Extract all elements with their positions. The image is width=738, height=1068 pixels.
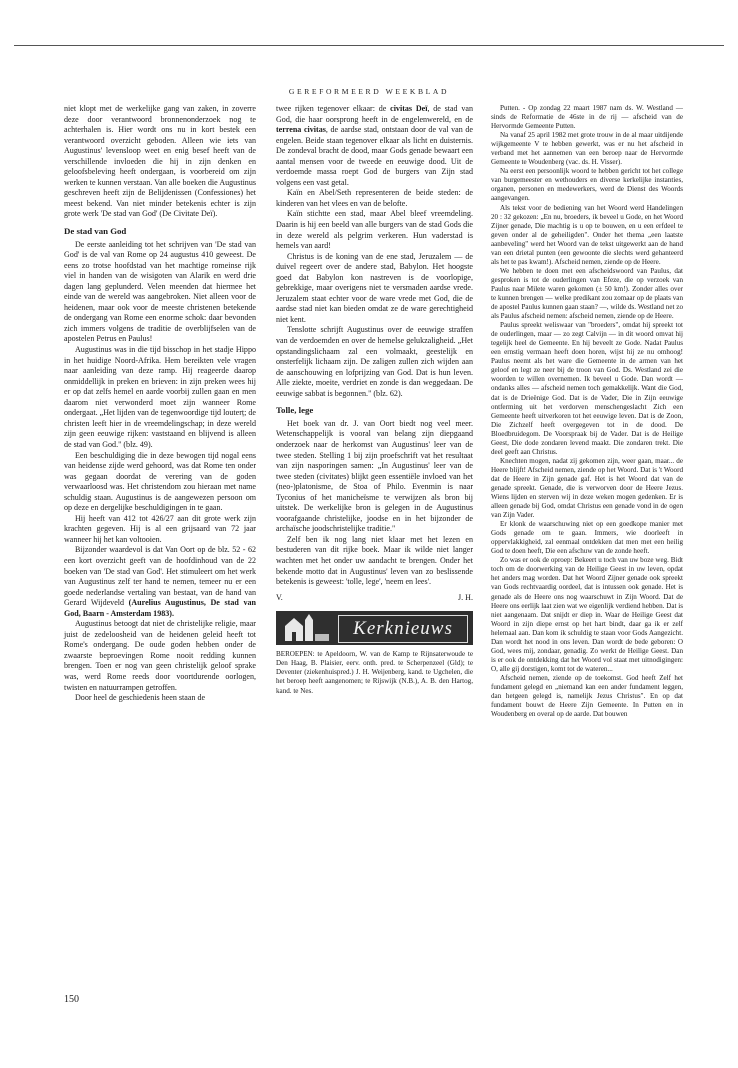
signature-left: V. [276, 592, 283, 602]
paragraph: Christus is de koning van de ene stad, Jeruzalem — de duivel regeert over de andere stad, Babylon. Het hoogste goed dat Babylon kon nastreven is de voorlopige, gebrekkige, maar overigens niet te versmaden aardse vrede. Jeruzalem staat echter voor de ware vrede met God, die de aardse stad niet kan bieden omdat ze de ware gerechtigheid niet kent. [276, 251, 473, 324]
paragraph: Knechten mogen, nadat zij gekomen zijn, weer gaan, maar... de Heere blijft! Afscheid nemen, ziende op het Woord. Dat is 't Woord dat de Heere in Zijn genade gaf. Het is het Woord dat van de genade spreekt. Genade, die is verworven door de Heere Jezus. Wiens lijden en sterven wij in deze weken mogen gedenken. Er is alleen genade bij God, omdat Christus een genade vond in de ogen van Zijn Vader. [491, 456, 683, 520]
paragraph: niet klopt met de werkelijke gang van zaken, in zoverre deze door verantwoord bronnenonderzoek nog te achterhalen is. Hier wordt ons nu in kort bestek een verantwoord overzicht geboden. Alleen wie iets van Augustinus' levensloop weet en enig besef heeft van de verschillende invloeden die hij in zijn denken en geloofsbeleving heeft ondergaan, is voorbereid om zijn werken te kunnen verstaan. Van alle boeken die Augustinus geschreven heeft zijn de Belijdenissen (Confessiones) het meest bekend. Van niet minder betekenis echter is zijn grote werk 'De stad van God' (De Civitate Deï). [64, 104, 256, 219]
paragraph: De eerste aanleiding tot het schrijven van 'De stad van God' is de val van Rome op 24 augustus 410 geweest. De eens zo trotse hoofdstad van het machtige romeinse rijk viel in handen van de wisigoten van Alarik en werd drie dagen lang geplunderd. Velen meenden dat hiermee het einde van de wereld was aangebroken. Niet alleen voor de heidenen, maar ook voor de meeste christenen betekende de ondergang van Rome een enorme schok: daar bevonden zich immers volgens de traditie de overblijfselen van de apostelen Petrus en Paulus! [64, 239, 256, 344]
section-heading: De stad van God [64, 226, 127, 237]
text-run: , de aardse stad, ontstaan door de val van de engelen. Beide staan tegenover elkaar als licht en duisternis. De zondeval bracht de dood, maar Gods genade bewaart een aantal mensen voor de tweede en eeuwige dood. Uit de verdoemde massa roept God de burgers van Zijn stad volgens een vast getal. [276, 125, 473, 187]
paragraph [276, 104, 473, 188]
paragraph: Zelf ben ik nog lang niet klaar met het lezen en bestuderen van dit rijke boek. Maar ik wilde niet langer wachten met het onder uw aandacht te brengen. Onder het bekende motto dat in Augustinus' leven van zo beslissende betekenis is geweest: 'tolle, lege', 'neem en lees'. [276, 534, 473, 587]
paragraph: Na eerst een persoonlijk woord te hebben gericht tot het college van burgemeester en wethouders en diverse kerkelijke instanties, organen, personen en medewerkers, werd de Dienst des Woords aangevangen. [491, 167, 683, 203]
paragraph: Kaïn stichtte een stad, maar Abel bleef vreemdeling. Daarin is hij een beeld van alle burgers van de stad Gods die in deze wereld als pelgrim verkeren. Hun vaderstad is hemels van aard! [276, 209, 473, 251]
church-icon [281, 614, 333, 642]
signature-initials: J. H. [458, 592, 473, 602]
paragraph [64, 545, 256, 619]
paragraph: Het boek van dr. J. van Oort biedt nog veel meer. Wetenschappelijk is vooral van belang zijn diepgaand onderzoek naar de herkomst van Augustinus' leer van de twee steden. Stelling 1 bij zijn proefschrift vat het resultaat van zijn nasporingen samen: „In Augustinus' leer van de twee steden (civitates) blijkt geen essentiële invloed van het (neo-)platonisme, de Stoa of Philo. Evenmin is naar Tyconius of het manicheïsme te verwijzen als bron bij uitstek. De werkelijke bron is gelegen in de Augustinus voorafgaande christelijke, joodse en in het bijzonder de archaïsche joodschristelijke traditie." [276, 418, 473, 534]
paragraph: Door heel de geschiedenis heen staan de [75, 693, 206, 703]
top-rule [14, 45, 724, 46]
emphasis: civitas Deï [390, 104, 428, 113]
paragraph: We hebben te doen met een afscheidswoord van Paulus, dat gesproken is tot de ouderlingen van Efeze, die op verzoek van Paulus naar Milete waren gekomen (± 50 km!). Zonder alles over te kunnen brengen — welke predikant zou zomaar op de plaats van de apostel Paulus kunnen gaan staan? —, wilde ds. Westland net zo als Paulus afscheid nemen: afscheid nemen, ziende op de Heere. [491, 266, 683, 321]
paragraph: Zo was er ook de oproep: Bekeert u toch van uw boze weg. Bidt toch om de doorwerking van de Heilige Geest in uw leven, opdat het anders mag worden. Dat het Woord Zijner genade ook spreekt van Gods rechtvaardig oordeel, dat is intussen ook genade. Het is genade als de Heere ons nog waarschuwt in Zijn Woord. Dat de Heere ons eerlijk laat zien wat we eigenlijk verdiend hebben. Dat is niet aangenaam. Dat snijdt er diep in. Waar de Heilige Geest dat Woord in zijn diepe ernst op het hart bindt, daar ga ik er zelf helemaal aan. Dan kom ik schuldig te staan voor Gods Aangezicht. Dan wordt het nood in ons leven. Dan wordt de bede geboren: O God, wees mij, zondaar, genadig. Zo werkt de Heilige Geest. Dan is er ook de ontdekking dat het Woord vol staat met uitnodigingen: O, alle gij dorstigen, komt tot de wateren... [491, 556, 683, 673]
column-1 [64, 104, 256, 704]
paragraph: Er klonk de waarschuwing niet op een goedkope manier met Gods genade om te gaan. Immers, wie doorleeft in oppervlakkigheid, zal eenmaal ontdekken dat men met een heilig God te doen heeft, Die een afschuw van de zonde heeft. [491, 520, 683, 556]
news-item: BEROEPEN: te Apeldoorn, W. van de Kamp te Rijnsaterwoude te Den Haag, B. Plaisier, eerv. onth. pred. te Scherpenzeel (Gld); te Deventer (ziekenhuispred.) J. H. Weijenberg, kand. te Ugchelen, die het beroep heeft aangenomen; te Rijswijk (N.B.), A. B. den Hartog, kand. te Nes. [276, 650, 473, 695]
paragraph: Kaïn en Abel/Seth representeren de beide steden: de kinderen van het vlees en van de beloftе. [276, 188, 473, 208]
section-heading: Tolle, lege [276, 405, 314, 416]
text-run: twee rijken tegenover elkaar: de [276, 104, 391, 113]
paragraph: Putten. - Op zondag 22 maart 1987 nam ds. W. Westland — sinds de Reformatie de 46ste in de rij — afscheid van de Hervormde Gemeente Putten. [491, 104, 683, 131]
kerknieuws-banner [276, 611, 473, 645]
paragraph: Een beschuldiging die in deze bewogen tijd nogal eens van heidense zijde werd gehoord, was dat Rome ten onder was gegaan doordat de verering van de goden verwaarloosd was. Het christendom zou hieraan met name schuldig staan. Augustinus is de aangewezen persoon om op deze en dergelijke beschuldigingen in te gaan. [64, 450, 256, 513]
column-3 [491, 104, 683, 719]
banner-title: Kerknieuws [338, 615, 468, 643]
text-run: , de stad van God, die haar oorsprong heeft in de engelenwereld, en de [276, 104, 473, 124]
paragraph: Augustinus was in die tijd bisschop in het stadje Hippo in het huidige Noord-Afrika. Hem bereikten vele vragen naar aanleiding van deze ramp. Hij reageerde daarop onmiddellijk in preken en brieven: in zijn preken wees hij er op dat zelfs hemel en aarde voorbij zullen gaan en men daarom niet verwonderd moet zijn wanneer Rome ondergaat. „Het lijden van de tegenwoordige tijd louterț; de christen leeft hier in de vreemdelingschap; in deze wereld zijn geen eeuwige rijken: vaststaand en blijvend is alleen de stad van God." (blz. 49). [64, 345, 256, 449]
paragraph: Als tekst voor de bediening van het Woord werd Handelingen 20 : 32 gekozen: „En nu, broeders, ik beveel u Gode, en het Woord Zijner genade, Die machtig is u op te bouwen, en u een erfdeel te geven onder al de geheiligden". Onder het thema „een laatste aanbeveling" werd het Woord van de tekst uitgewerkt aan de hand van een drietal punten (een gewoonte die slechts werd gehanteerd als het te pas kwam!). Afscheid nemen, ziende op de Heere. [491, 203, 683, 266]
paragraph: Paulus spreekt weliswaar van "broeders", omdat hij spreekt tot de ouderlingen, maar — zo zegt Calvijn — in dit woord omvat hij tegelijk heel de Gemeente. En hij beveelt ze Gode. Nadat Paulus een ernstig vermaan heeft doen horen, wijst hij ze nu omhoog! Paulus neemt als het ware die Gemeente in de armen van het geloof en legt ze neer bij de troon van God. Ds. Westland zei die woorden te willen overnemen. Ik beveel u Gode. Dan wordt — ondanks alles — afscheid nemen toch gemakkelijk. Want die God, dat is de Drieënige God. Dat is de Vader, Die in Zijn eeuwige ontferming uit het verdorven menschengeslacht Zich een Gemeente heeft uitverkoren tot het eeuwige leven. Dat is de Zoon, Die Zichzelf heeft overgegeven tot in de dood. De Bloedbruidegom. De Voorspraak bij de Vader. Dat is de Heilige Geest, Die dode zondaren levend maakt. Die zondaren trekt. Die deel geeft aan Christus. [491, 321, 683, 456]
page-header: GEREFORMEERD WEEKBLAD [288, 87, 450, 96]
column-2 [276, 104, 473, 696]
text-run: Bijzonder waardevol is dat Van Oort op de blz. 52 - 62 een kort overzicht geeft van de hoofdinhoud van de 22 boeken van 'De stad van God'. Het stimuleert om het werk van Augustinus zelf ter hand te nemen, temeer nu er een goede nederlandse vertaling van bestaat, van de hand van Gerard Wijdeveld [64, 545, 256, 608]
paragraph: Afscheid nemen, ziende op de toekomst. God heeft Zelf het fundament gelegd en „niemand kan een ander fundament leggen, dan hetgeen gelegd is, namelijk Jezus Christus". En op dat fundament bouwt de Heere Zijn Gemeente. In Putten en in Woudenberg en overal op de aarde. Dat bouwen [491, 673, 683, 719]
paragraph: Na vanaf 25 april 1982 met grote trouw in de al maar uitdijende wijkgemeente V te hebben gewerkt, was er nu het afscheid in verband met het aannemen van een beroep naar de Hervormde Gemeente te Woudenberg (vac. ds. H. Visser). [491, 131, 683, 167]
signature [276, 593, 473, 604]
emphasis: terrena civitas [276, 125, 326, 135]
paragraph: Tenslotte schrijft Augustinus over de eeuwige straffen van de verdoemden en over de hemelse gelukzaligheid. „Het opstandingslichaam zal een volmaakt, geestelijk en onsterfelijk lichaam zijn. De zaligen zullen zich wijden aan de aanschouwing en lofprijzing van God. Dat is hun leven. Alle ziekte, moeite, verdriet en zonde is dan weggedaan. De eeuwige sabbat is begonnen." (blz. 62). [276, 325, 473, 398]
paragraph: Augustinus betoogt dat niet de christelijke religie, maar juist de zedeloosheid van de heidenen geleid heeft tot Rome's ondergang. De oude goden hebben onder de zwaarste beproevingen Rome nooit redding kunnen brengen. Toen er nog van geen christelijk geloof sprake was, werd Rome reeds door voortdurende oorlogen, twisten en natuurrampen getroffen. [64, 619, 256, 692]
paragraph: Hij heeft van 412 tot 426/27 aan dit grote werk zijn krachten gegeven. Hij is al een grijsaard van 72 jaar wanneer hij het kan voltooien. [64, 513, 256, 544]
page-number: 150 [64, 994, 79, 1005]
book-reference: (Aurelius Augustinus, De stad van God, Baarn - Amsterdam 1983). [64, 598, 256, 618]
